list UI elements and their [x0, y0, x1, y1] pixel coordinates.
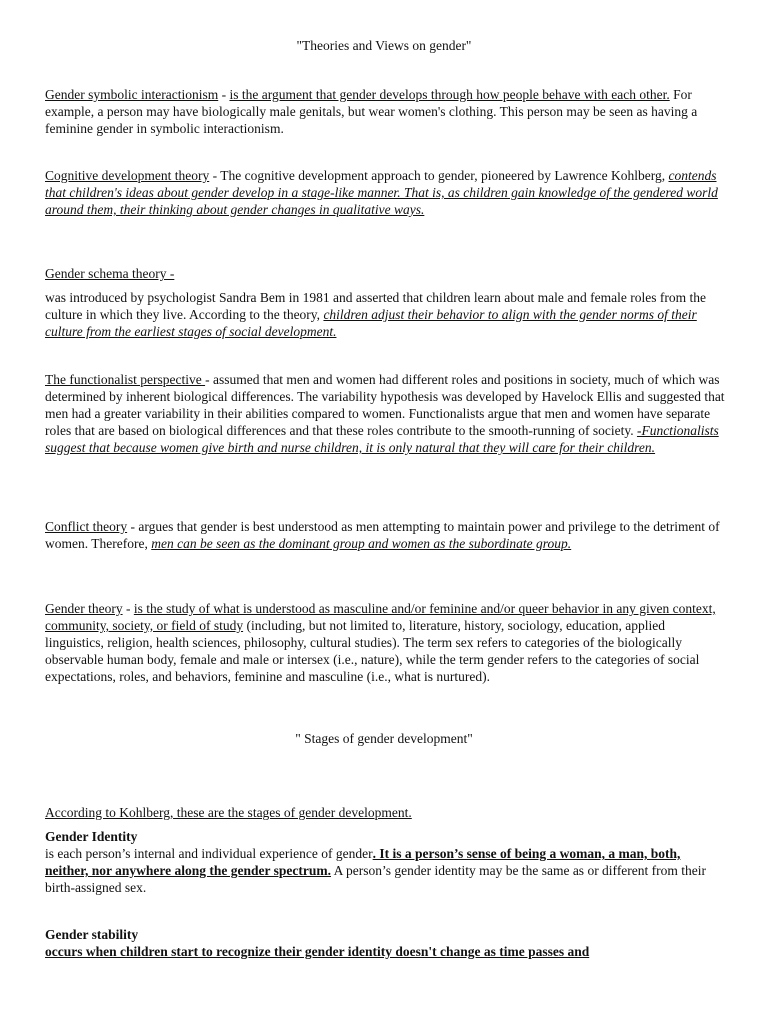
section-functionalist-perspective — [45, 371, 725, 456]
bold-underlined-definition: . It is a person’s sense of being a woman, a man, both, neither, nor anywhere along the gender spectrum. — [45, 846, 681, 878]
section-conflict-theory — [45, 518, 725, 552]
body-text: For example, a person may have biologically male genitals, but wear women's clothing. This person may be seen as having a feminine gender in symbolic interactionism. — [45, 87, 698, 136]
document-title: "Theories and Views on gender" — [296, 38, 472, 53]
italic-underlined-definition: -Functionalists suggest that because women give birth and nurse children, it is only natural that they will care for their children. — [45, 423, 719, 455]
bold-underlined-definition: occurs when children start to recognize their gender identity doesn't change as time passes and — [45, 944, 590, 959]
italic-underlined-definition: contends that children's ideas about gender develop in a stage-like manner. That is, as children gain knowledge of the gendered world around them, their thinking about gender changes in qualitative ways. — [45, 168, 718, 217]
body-text: - assumed that men and women had different roles and positions in society, much of which was determined by inherent biological differences. The variability hypothesis was developed by Havelock Ellis and suggested that men had a greater variability in their abilities compared to women. Functionalists argue that men and women have separate roles that are based on biological differences and that these roles contribute to the smooth-running of society. — [45, 372, 725, 438]
gender-identity-heading — [45, 828, 725, 845]
body-text: is each person’s internal and individual experience of gender — [45, 846, 373, 861]
body-text: (including, but not limited to, literature, history, sociology, education, applied linguistics, religion, health sciences, philosophy, cultural studies). The term sex refers to categories of the biologically observable human body, female and male or intersex (i.e., nature), while the term gender refers to the categories of social expectations, roles, and behaviors, feminine and masculine (i.e., what is nurtured). — [45, 618, 700, 684]
stages-title: " Stages of gender development" — [295, 731, 473, 746]
body-text-2: A person’s gender identity may be the same as or different from their birth-assigned sex. — [45, 863, 707, 895]
separator: - — [122, 601, 134, 616]
section-cognitive-development — [45, 167, 725, 218]
gender-identity-body — [45, 845, 725, 896]
italic-underlined-definition: children adjust their behavior to align with the gender norms of their culture from the earliest stages of social development. — [45, 307, 697, 339]
underlined-definition: is the study of what is understood as masculine and/or feminine and/or queer behavior in any given context, community, society, or field of study — [45, 601, 716, 633]
term: Gender symbolic interactionism — [45, 87, 219, 102]
italic-underlined-definition: men can be seen as the dominant group and women as the subordinate group. — [151, 536, 572, 551]
stages-intro — [45, 804, 725, 821]
underlined-definition: is the argument that gender develops through how people behave with each other. — [229, 87, 670, 102]
separator: - — [218, 87, 230, 102]
gender-stability-heading — [45, 926, 725, 943]
section-gender-schema — [45, 289, 725, 340]
section-gender-theory — [45, 600, 725, 685]
heading-text: Gender stability — [45, 927, 139, 942]
section-gender-schema-heading — [45, 265, 725, 282]
body-text: was introduced by psychologist Sandra Bem in 1981 and asserted that children learn about male and female roles from the culture in which they live. According to the theory, — [45, 290, 706, 322]
term: Conflict theory — [45, 519, 128, 534]
body-text: - argues that gender is best understood as men attempting to maintain power and privilege to the detriment of women. Therefore, — [45, 519, 720, 551]
term: Gender theory — [45, 601, 123, 616]
stages-intro-text: According to Kohlberg, these are the stages of gender development. — [45, 805, 412, 820]
term: The functionalist perspective — [45, 372, 206, 387]
gender-stability-body — [45, 943, 725, 960]
section-symbolic-interactionism — [45, 86, 725, 137]
term: Gender schema theory - — [45, 266, 175, 281]
body-text: - The cognitive development approach to gender, pioneered by Lawrence Kohlberg, — [209, 168, 669, 183]
heading-text: Gender Identity — [45, 829, 138, 844]
term: Cognitive development theory — [45, 168, 210, 183]
